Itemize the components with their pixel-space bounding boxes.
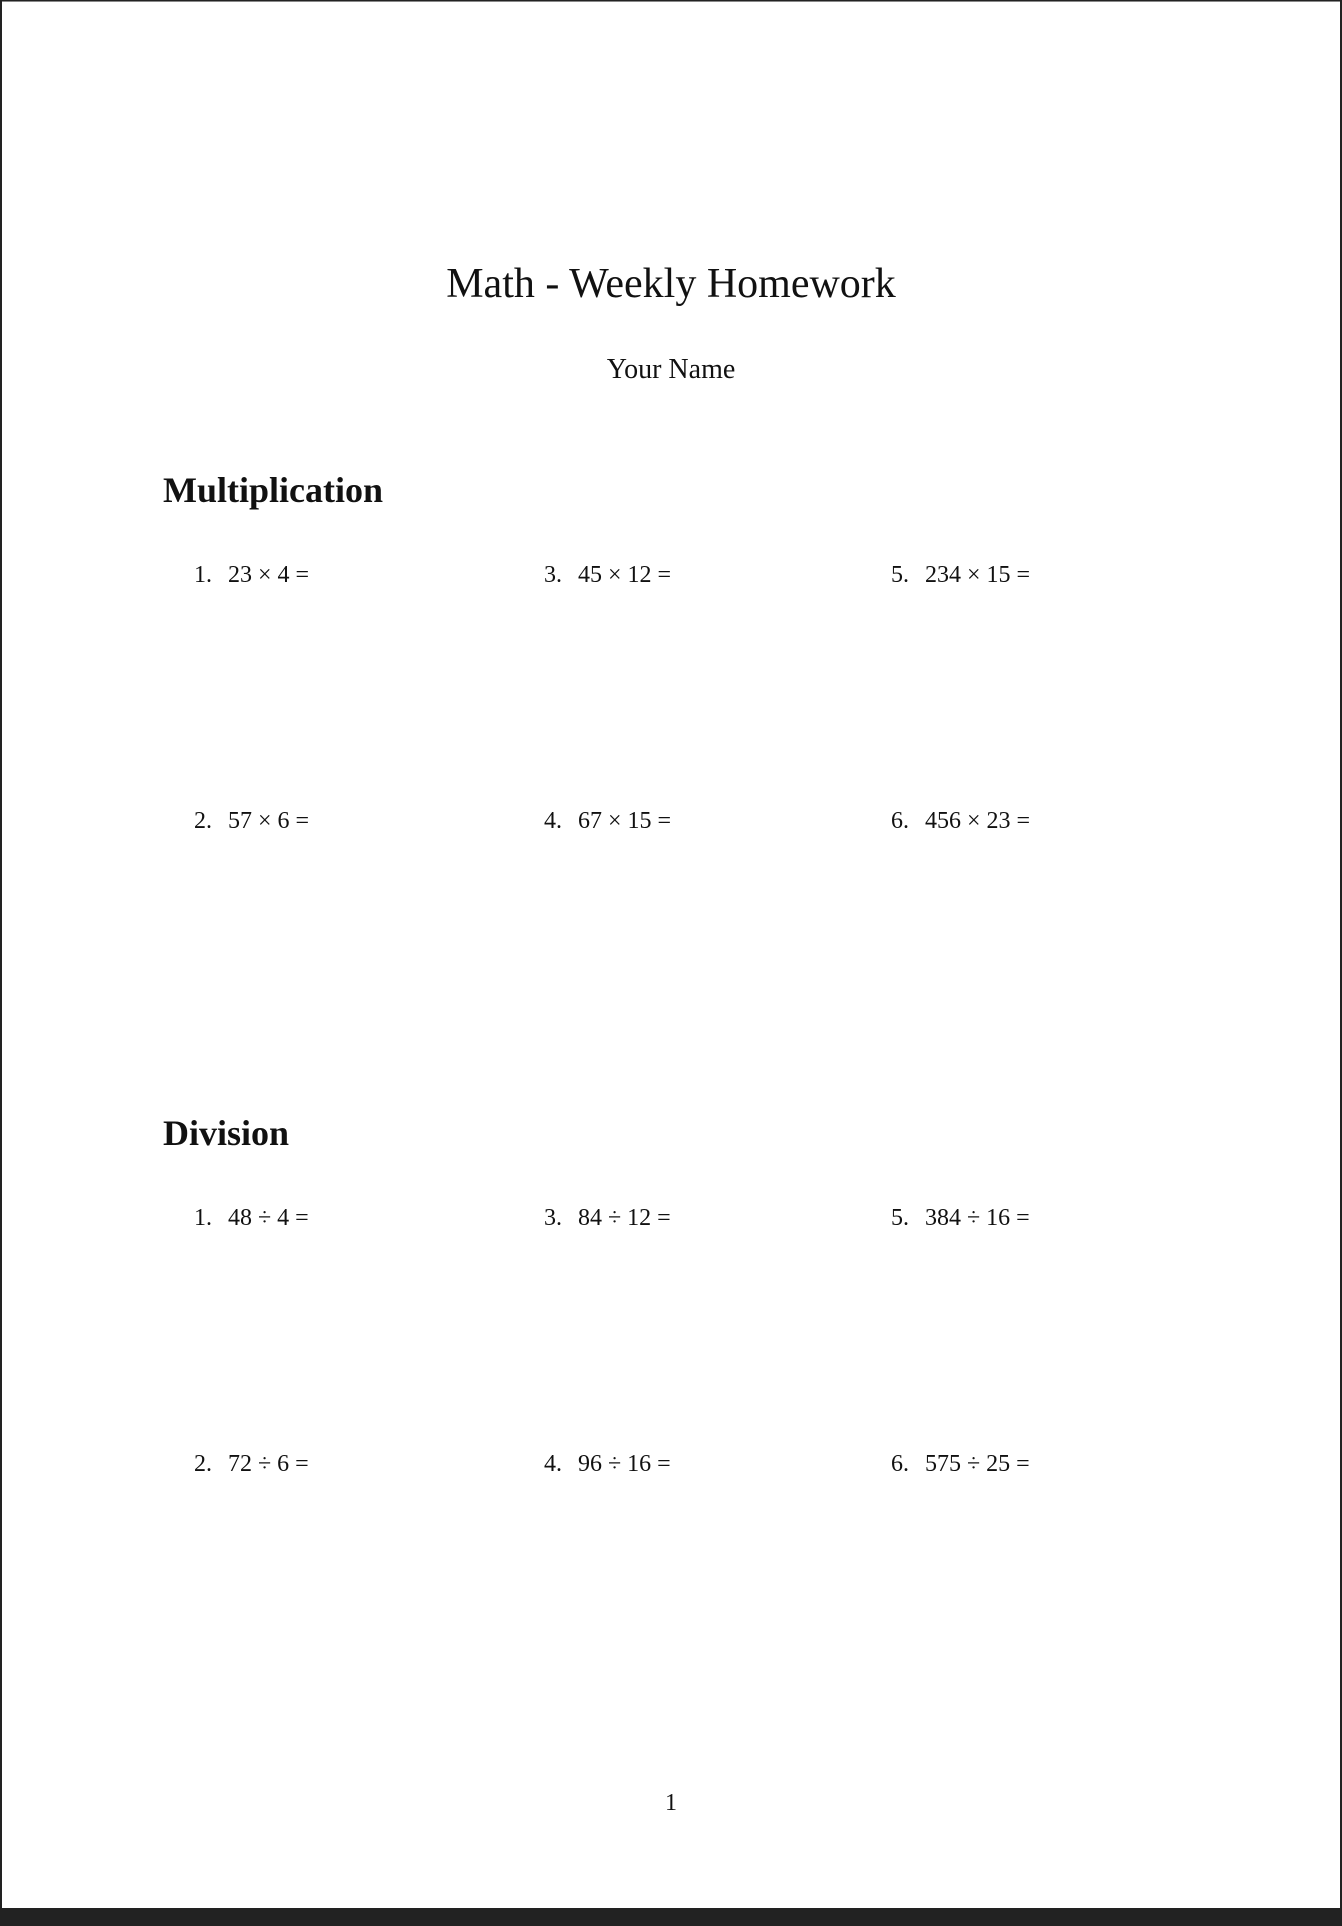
problem xyxy=(194,1452,309,1476)
problem xyxy=(891,1452,1030,1476)
problem xyxy=(544,809,671,833)
problem xyxy=(891,1206,1030,1230)
page-number: 1 xyxy=(665,1790,677,1816)
problem-expression: 575 ÷ 25 = xyxy=(925,1451,1030,1477)
document-title: Math - Weekly Homework xyxy=(446,261,896,307)
problem-expression: 23 × 4 = xyxy=(228,562,310,588)
problem xyxy=(544,1452,671,1476)
problem-number: 2. xyxy=(194,1451,212,1477)
section-heading-multiplication: Multiplication xyxy=(163,470,384,510)
problem-number: 3. xyxy=(544,562,562,588)
problem-number: 3. xyxy=(544,1205,562,1231)
problem-expression: 456 × 23 = xyxy=(925,808,1031,834)
problem-number: 4. xyxy=(544,1451,562,1477)
document-author: Your Name xyxy=(606,354,736,385)
problem-number: 5. xyxy=(891,562,909,588)
problem-number: 1. xyxy=(194,562,212,588)
problem-expression: 57 × 6 = xyxy=(228,808,310,834)
problem-expression: 48 ÷ 4 = xyxy=(228,1205,309,1231)
section-heading-division: Division xyxy=(163,1113,290,1153)
problem-number: 1. xyxy=(194,1205,212,1231)
problem xyxy=(544,1206,671,1230)
problem xyxy=(194,563,309,587)
problem-expression: 72 ÷ 6 = xyxy=(228,1451,309,1477)
problem-number: 4. xyxy=(544,808,562,834)
problem-expression: 96 ÷ 16 = xyxy=(578,1451,671,1477)
problem-number: 5. xyxy=(891,1205,909,1231)
problem xyxy=(891,809,1030,833)
problem xyxy=(194,1206,309,1230)
problem-expression: 234 × 15 = xyxy=(925,562,1031,588)
problem-number: 2. xyxy=(194,808,212,834)
problem xyxy=(194,809,309,833)
problem-expression: 67 × 15 = xyxy=(578,808,672,834)
problem-expression: 84 ÷ 12 = xyxy=(578,1205,671,1231)
problem-expression: 384 ÷ 16 = xyxy=(925,1205,1030,1231)
problem xyxy=(891,563,1030,587)
problem-expression: 45 × 12 = xyxy=(578,562,672,588)
problem xyxy=(544,563,671,587)
problem-number: 6. xyxy=(891,808,909,834)
problem-number: 6. xyxy=(891,1451,909,1477)
